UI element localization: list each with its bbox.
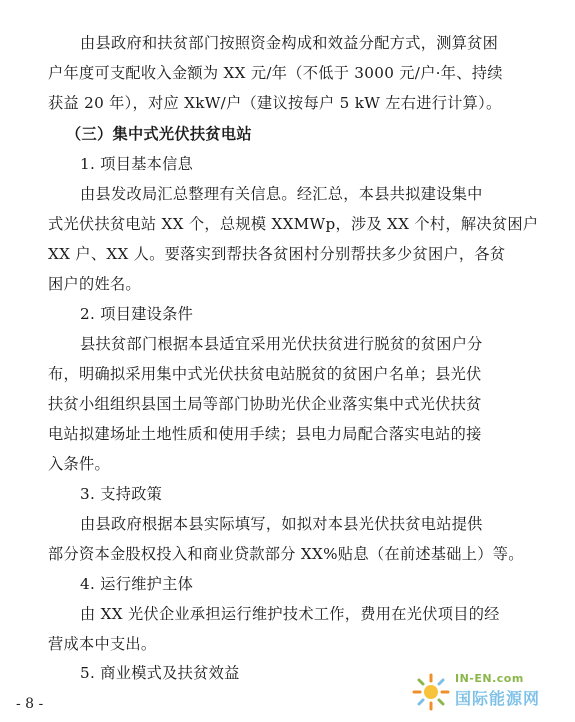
- paragraph-line: 扶贫小组组织县国土局等部门协助光伏企业落实集中式光伏扶贫: [48, 395, 482, 413]
- subheading: 2. 项目建设条件: [80, 305, 194, 323]
- paragraph-line: 由县发改局汇总整理有关信息。经汇总，本县共拟建设集中: [80, 185, 483, 203]
- paragraph-line: 电站拟建场址土地性质和使用手续；县电力局配合落实电站的接: [48, 425, 482, 443]
- paragraph-line: 困户的姓名。: [48, 275, 141, 293]
- watermark-site: IN-EN.com: [455, 672, 524, 685]
- paragraph-line: 式光伏扶贫电站 XX 个，总规模 XXMWp，涉及 XX 个村，解决贫困户: [48, 215, 539, 233]
- page-number: - 8 -: [16, 696, 44, 712]
- subheading: 1. 项目基本信息: [80, 155, 194, 173]
- paragraph-line: 由 XX 光伏企业承担运行维护技术工作，费用在光伏项目的经: [80, 605, 500, 623]
- paragraph-line: 入条件。: [48, 455, 110, 473]
- watermark-brand: 国际能源网: [455, 689, 541, 708]
- watermark: [411, 666, 561, 716]
- subheading: 5. 商业模式及扶贫效益: [80, 664, 240, 682]
- paragraph-line: 户年度可支配收入金额为 XX 元/年（不低于 3000 元/户·年、持续: [48, 64, 503, 82]
- paragraph-line: 获益 20 年），对应 XkW/户（建议按每户 5 kW 左右进行计算）。: [48, 94, 502, 112]
- paragraph-line: 由县政府和扶贫部门按照资金构成和效益分配方式，测算贫困: [80, 34, 499, 52]
- paragraph-line: 部分资本金股权投入和商业贷款部分 XX%贴息（在前述基础上）等。: [48, 545, 524, 563]
- paragraph-line: 营成本中支出。: [48, 635, 157, 653]
- paragraph-line: XX 户、XX 人。要落实到帮扶各贫困村分别帮扶多少贫困户，各贫: [48, 245, 506, 263]
- section-heading: （三）集中式光伏扶贫电站: [66, 125, 252, 143]
- sun-logo-icon: [411, 672, 451, 712]
- paragraph-line: 县扶贫部门根据本县适宜采用光伏扶贫进行脱贫的贫困户分: [80, 335, 483, 353]
- subheading: 4. 运行维护主体: [80, 575, 194, 593]
- paragraph-line: 由县政府根据本县实际填写，如拟对本县光伏扶贫电站提供: [80, 515, 483, 533]
- subheading: 3. 支持政策: [80, 485, 163, 503]
- paragraph-line: 布，明确拟采用集中式光伏扶贫电站脱贫的贫困户名单；县光伏: [48, 365, 482, 383]
